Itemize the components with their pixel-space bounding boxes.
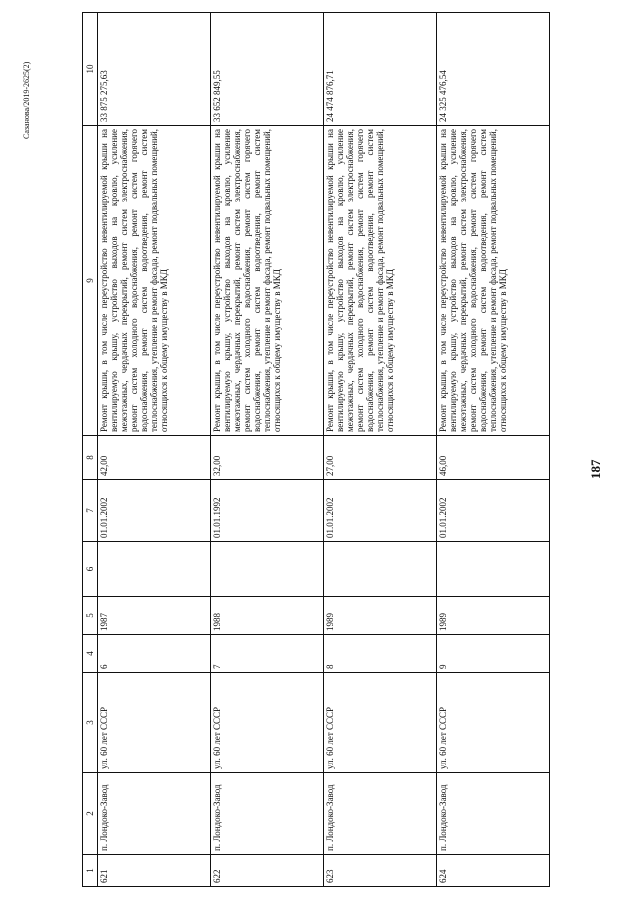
- table-row: [437, 13, 550, 887]
- year-cell: 1988: [211, 597, 324, 635]
- year-cell: 1987: [98, 597, 211, 635]
- date-cell: 01.01.2002: [437, 480, 550, 542]
- work-cell: [98, 126, 211, 436]
- percent-cell: 32,00: [211, 436, 324, 480]
- col-header-8: 8: [83, 436, 98, 480]
- work-cell: [324, 126, 437, 436]
- table-row: [98, 13, 211, 887]
- work-text: Ремонт крыши, в том числе переустройство невентилируемой крыши на вентилируемую крышу, устройство выходов на кровлю, усиление межэтажных, чердачных перекрытий, ремонт систем электроснабжения, ремонт систем холодного водоснабжения, ремонт систем горячего водоснабжения, ремонт систем водоотведения, ремонт систем теплоснабжения, утепление и ремонт фасада, ремонт подвальных помещений, относящихся к общему имуществу в МКД: [212, 129, 283, 432]
- street-cell: ул. 60 лет СССР: [98, 673, 211, 773]
- col-header-2: 2: [83, 773, 98, 855]
- street-cell: ул. 60 лет СССР: [211, 673, 324, 773]
- work-cell: [437, 126, 550, 436]
- col-header-6: 6: [83, 542, 98, 597]
- street-cell: ул. 60 лет СССР: [437, 673, 550, 773]
- work-text: Ремонт крыши, в том числе переустройство невентилируемой крыши на вентилируемую крышу, устройство выходов на кровлю, усиление межэтажных, чердачных перекрытий, ремонт систем электроснабжения, ремонт систем холодного водоснабжения, ремонт систем горячего водоснабжения, ремонт систем водоотведения, ремонт систем теплоснабжения, утепление и ремонт фасада, ремонт подвальных помещений, относящихся к общему имуществу в МКД: [438, 129, 509, 432]
- house-cell: 7: [211, 635, 324, 673]
- col-header-4: 4: [83, 635, 98, 673]
- row-number: 622: [211, 855, 324, 887]
- work-text: Ремонт крыши, в том числе переустройство невентилируемой крыши на вентилируемую крышу, устройство выходов на кровлю, усиление межэтажных, чердачных перекрытий, ремонт систем электроснабжения, ремонт систем холодного водоснабжения, ремонт систем горячего водоснабжения, ремонт систем водоотведения, ремонт систем теплоснабжения, утепление и ремонт фасада, ремонт подвальных помещений, относящихся к общему имуществу в МКД: [99, 129, 170, 432]
- settlement-cell: п. Лондоко-Завод: [211, 773, 324, 855]
- settlement-cell: п. Лондоко-Завод: [324, 773, 437, 855]
- date-cell: 01.01.2002: [98, 480, 211, 542]
- work-cell: [211, 126, 324, 436]
- row-number: 623: [324, 855, 437, 887]
- year-cell: 1989: [437, 597, 550, 635]
- empty-cell: [211, 542, 324, 597]
- col-header-7: 7: [83, 480, 98, 542]
- table-row: [324, 13, 437, 887]
- header-row: [83, 13, 98, 887]
- table-row: [211, 13, 324, 887]
- settlement-cell: п. Лондоко-Завод: [98, 773, 211, 855]
- col-header-1: 1: [83, 855, 98, 887]
- col-header-9: 9: [83, 126, 98, 436]
- percent-cell: 46,00: [437, 436, 550, 480]
- house-cell: 9: [437, 635, 550, 673]
- amount-cell: 33 652 849,55: [211, 13, 324, 126]
- year-cell: 1989: [324, 597, 437, 635]
- percent-cell: 27,00: [324, 436, 437, 480]
- col-header-5: 5: [83, 597, 98, 635]
- amount-cell: 24 474 876,71: [324, 13, 437, 126]
- work-text: Ремонт крыши, в том числе переустройство невентилируемой крыши на вентилируемую крышу, устройство выходов на кровлю, усиление межэтажных, чердачных перекрытий, ремонт систем электроснабжения, ремонт систем холодного водоснабжения, ремонт систем горячего водоснабжения, ремонт систем водоотведения, ремонт систем теплоснабжения, утепление и ремонт фасада, ремонт подвальных помещений, относящихся к общему имуществу в МКД: [325, 129, 396, 432]
- house-cell: 6: [98, 635, 211, 673]
- amount-cell: 24 325 476,54: [437, 13, 550, 126]
- house-cell: 8: [324, 635, 437, 673]
- empty-cell: [98, 542, 211, 597]
- empty-cell: [437, 542, 550, 597]
- footer-note: Сазанова/2019-2625(2): [22, 61, 31, 139]
- date-cell: 01.01.1992: [211, 480, 324, 542]
- col-header-3: 3: [83, 673, 98, 773]
- date-cell: 01.01.2002: [324, 480, 437, 542]
- page-number: 187: [588, 459, 603, 479]
- repair-table: [82, 12, 550, 887]
- amount-cell: 33 875 275,63: [98, 13, 211, 126]
- street-cell: ул. 60 лет СССР: [324, 673, 437, 773]
- empty-cell: [324, 542, 437, 597]
- col-header-10: 10: [83, 13, 98, 126]
- percent-cell: 42,00: [98, 436, 211, 480]
- settlement-cell: п. Лондоко-Завод: [437, 773, 550, 855]
- row-number: 624: [437, 855, 550, 887]
- row-number: 621: [98, 855, 211, 887]
